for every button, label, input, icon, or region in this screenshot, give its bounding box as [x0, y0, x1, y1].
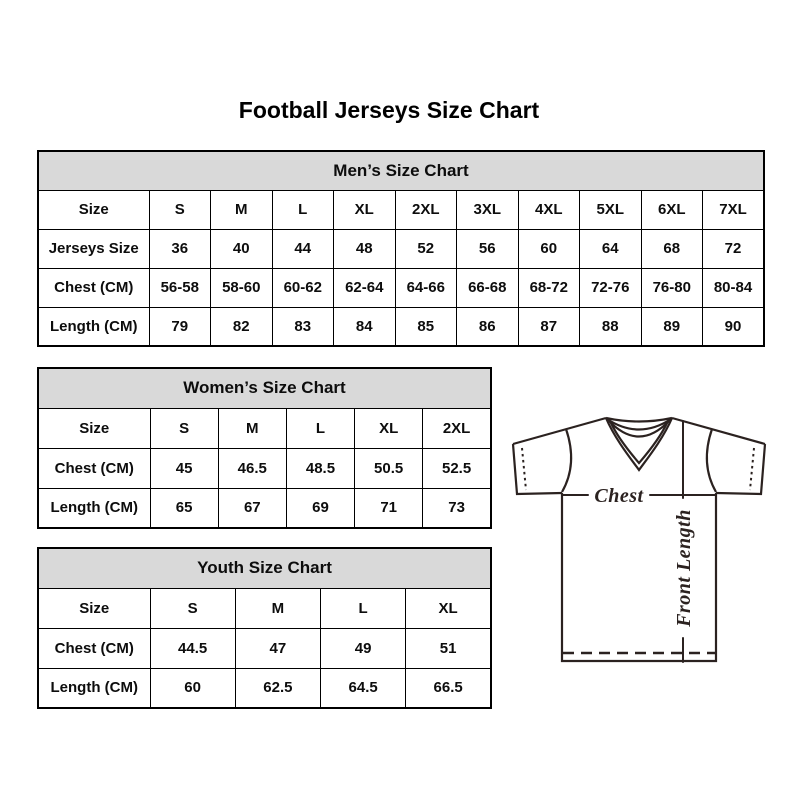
size-cell: 5XL [580, 190, 642, 229]
value-cell: 66-68 [457, 268, 519, 307]
size-cell: M [235, 588, 320, 628]
value-cell: 62-64 [334, 268, 396, 307]
size-cell: S [149, 190, 211, 229]
jersey-left-sleeve [513, 444, 562, 494]
value-cell: 89 [641, 307, 703, 346]
size-cell: XL [334, 190, 396, 229]
value-cell: 66.5 [406, 668, 491, 708]
value-cell: 90 [703, 307, 765, 346]
value-cell: 72-76 [580, 268, 642, 307]
value-cell: 46.5 [218, 448, 286, 488]
youth-size-chart-table [37, 547, 492, 709]
table-row-chest [38, 448, 491, 488]
table-row-length [38, 307, 764, 346]
value-cell: 80-84 [703, 268, 765, 307]
row-label: Chest (CM) [38, 448, 150, 488]
jersey-left-cuff-stitch [522, 448, 526, 490]
value-cell: 51 [406, 628, 491, 668]
front-length-measure-label: Front Length [673, 509, 695, 627]
size-cell: 3XL [457, 190, 519, 229]
size-cell: L [321, 588, 406, 628]
size-cell: 7XL [703, 190, 765, 229]
size-cell: M [211, 190, 273, 229]
womens-table-title: Women’s Size Chart [38, 368, 491, 408]
value-cell: 56 [457, 229, 519, 268]
value-cell: 76-80 [641, 268, 703, 307]
row-label: Jerseys Size [38, 229, 149, 268]
value-cell: 49 [321, 628, 406, 668]
jersey-measurement-diagram [503, 406, 773, 670]
row-label: Size [38, 190, 149, 229]
jersey-right-sleeve [716, 444, 765, 494]
value-cell: 52 [395, 229, 457, 268]
value-cell: 69 [286, 488, 354, 528]
size-cell: M [218, 408, 286, 448]
size-cell: L [286, 408, 354, 448]
jersey-right-shoulder-line [672, 418, 765, 444]
table-row-size [38, 588, 491, 628]
value-cell: 52.5 [423, 448, 491, 488]
table-row-size [38, 408, 491, 448]
table-row-chest [38, 268, 764, 307]
value-cell: 44 [272, 229, 334, 268]
value-cell: 44.5 [150, 628, 235, 668]
mens-size-chart-table [37, 150, 765, 347]
value-cell: 45 [150, 448, 218, 488]
value-cell: 62.5 [235, 668, 320, 708]
value-cell: 64.5 [321, 668, 406, 708]
size-cell: XL [406, 588, 491, 628]
size-cell: L [272, 190, 334, 229]
value-cell: 60-62 [272, 268, 334, 307]
jersey-right-cuff-stitch [750, 448, 754, 490]
value-cell: 64 [580, 229, 642, 268]
page-title: Football Jerseys Size Chart [238, 97, 540, 123]
value-cell: 48 [334, 229, 396, 268]
jersey-left-shoulder-line [513, 418, 606, 444]
value-cell: 83 [272, 307, 334, 346]
table-row-length [38, 488, 491, 528]
value-cell: 87 [518, 307, 580, 346]
value-cell: 40 [211, 229, 273, 268]
size-cell: 6XL [641, 190, 703, 229]
value-cell: 47 [235, 628, 320, 668]
table-row-length [38, 668, 491, 708]
value-cell: 60 [518, 229, 580, 268]
row-label: Length (CM) [38, 307, 149, 346]
value-cell: 60 [150, 668, 235, 708]
table-row-size [38, 190, 764, 229]
value-cell: 50.5 [355, 448, 423, 488]
row-label: Chest (CM) [38, 268, 149, 307]
row-label: Size [38, 408, 150, 448]
size-cell: S [150, 408, 218, 448]
value-cell: 36 [149, 229, 211, 268]
value-cell: 56-58 [149, 268, 211, 307]
size-cell: 2XL [395, 190, 457, 229]
value-cell: 73 [423, 488, 491, 528]
value-cell: 68-72 [518, 268, 580, 307]
size-cell: S [150, 588, 235, 628]
jersey-right-armhole-seam [707, 429, 716, 492]
value-cell: 68 [641, 229, 703, 268]
row-label: Length (CM) [38, 668, 150, 708]
value-cell: 67 [218, 488, 286, 528]
value-cell: 58-60 [211, 268, 273, 307]
value-cell: 65 [150, 488, 218, 528]
table-row-chest [38, 628, 491, 668]
value-cell: 82 [211, 307, 273, 346]
size-cell: 4XL [518, 190, 580, 229]
value-cell: 85 [395, 307, 457, 346]
value-cell: 84 [334, 307, 396, 346]
row-label: Length (CM) [38, 488, 150, 528]
jersey-left-armhole-seam [562, 429, 571, 492]
size-cell: XL [355, 408, 423, 448]
chest-measure-label: Chest [594, 485, 644, 507]
youth-table-title: Youth Size Chart [38, 548, 491, 588]
value-cell: 64-66 [395, 268, 457, 307]
womens-size-chart-table [37, 367, 492, 529]
mens-table-title: Men’s Size Chart [38, 151, 764, 190]
value-cell: 79 [149, 307, 211, 346]
value-cell: 71 [355, 488, 423, 528]
value-cell: 86 [457, 307, 519, 346]
size-cell: 2XL [423, 408, 491, 448]
value-cell: 72 [703, 229, 765, 268]
row-label: Chest (CM) [38, 628, 150, 668]
jersey-collar-top-edge [606, 418, 672, 422]
value-cell: 48.5 [286, 448, 354, 488]
value-cell: 88 [580, 307, 642, 346]
table-row-jerseys-size [38, 229, 764, 268]
row-label: Size [38, 588, 150, 628]
